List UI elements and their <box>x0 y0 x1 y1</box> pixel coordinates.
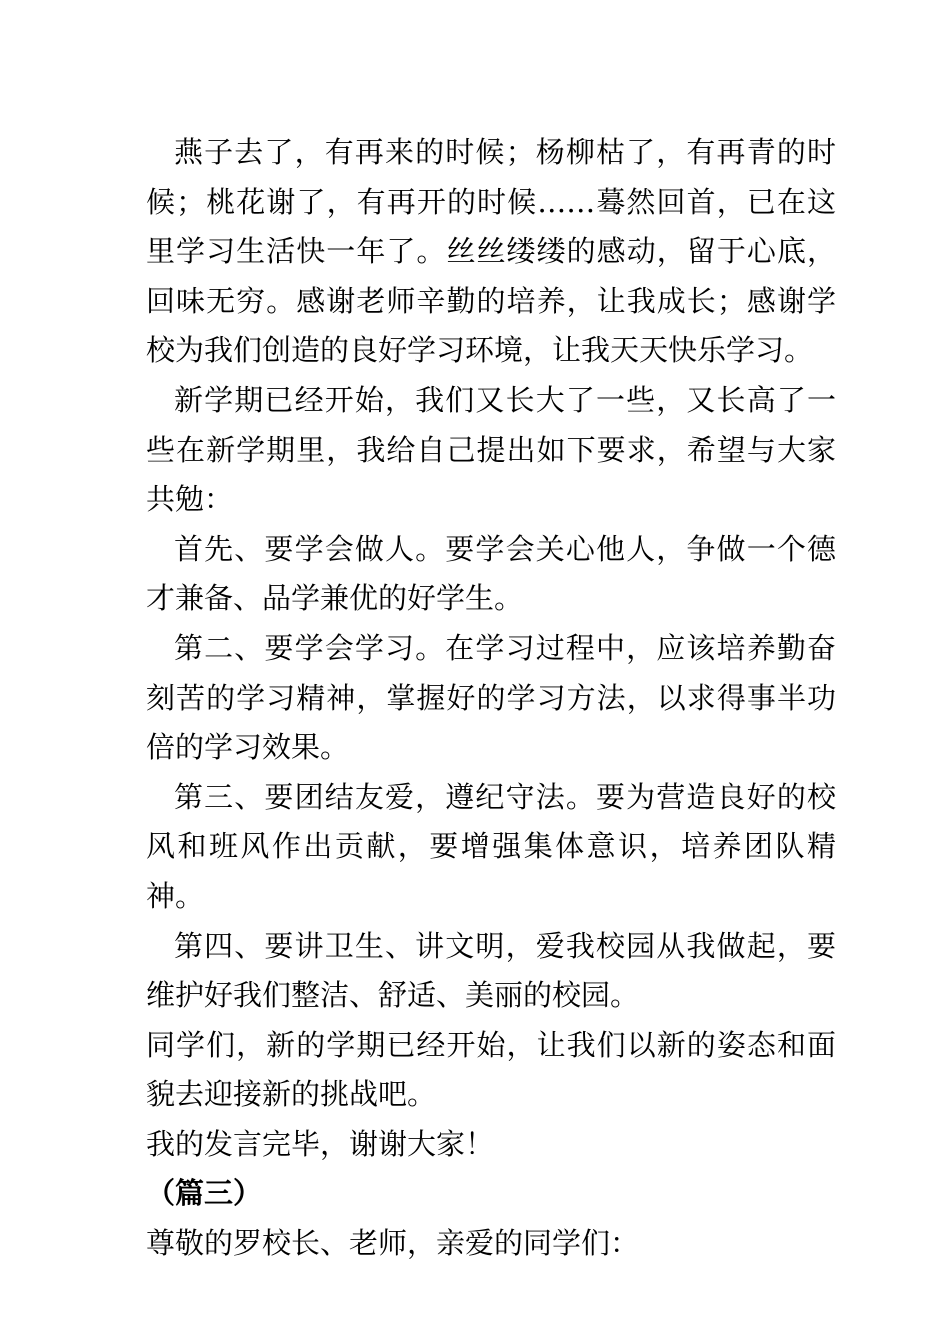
paragraph-fourth: 第四、要讲卫生、讲文明，爱我校园从我做起，要维护好我们整洁、舒适、美丽的校园。 <box>146 928 836 1013</box>
paragraph-classmates: 同学们，新的学期已经开始，让我们以新的姿态和面貌去迎接新的挑战吧。 <box>146 1027 836 1112</box>
paragraph-intro: 燕子去了，有再来的时候；杨柳枯了，有再青的时候；桃花谢了，有再开的时候……蓦然回首，已在这里学习生活快一年了。丝丝缕缕的感动，留于心底，回味无穷。感谢老师辛勤的培养，让我成长；感谢学校为我们创造的良好学习环境，让我天天快乐学习。 <box>146 135 836 368</box>
section-heading: （篇三） <box>146 1176 263 1211</box>
paragraph-closing: 我的发言完毕，谢谢大家！ <box>146 1126 495 1161</box>
document-body <box>146 128 836 1269</box>
paragraph-second: 第二、要学会学习。在学习过程中，应该培养勤奋刻苦的学习精神，掌握好的学习方法，以求得事半功倍的学习效果。 <box>146 630 836 765</box>
paragraph-new-semester: 新学期已经开始，我们又长大了一些，又长高了一些在新学期里，我给自己提出如下要求，希望与大家共勉： <box>146 382 836 517</box>
paragraph-third: 第三、要团结友爱，遵纪守法。要为营造良好的校风和班风作出贡献，要增强集体意识，培养团队精神。 <box>146 779 836 913</box>
paragraph-first: 首先、要学会做人。要学会关心他人，争做一个德才兼备、品学兼优的好学生。 <box>146 531 836 616</box>
salutation: 尊敬的罗校长、老师，亲爱的同学们： <box>146 1226 640 1261</box>
